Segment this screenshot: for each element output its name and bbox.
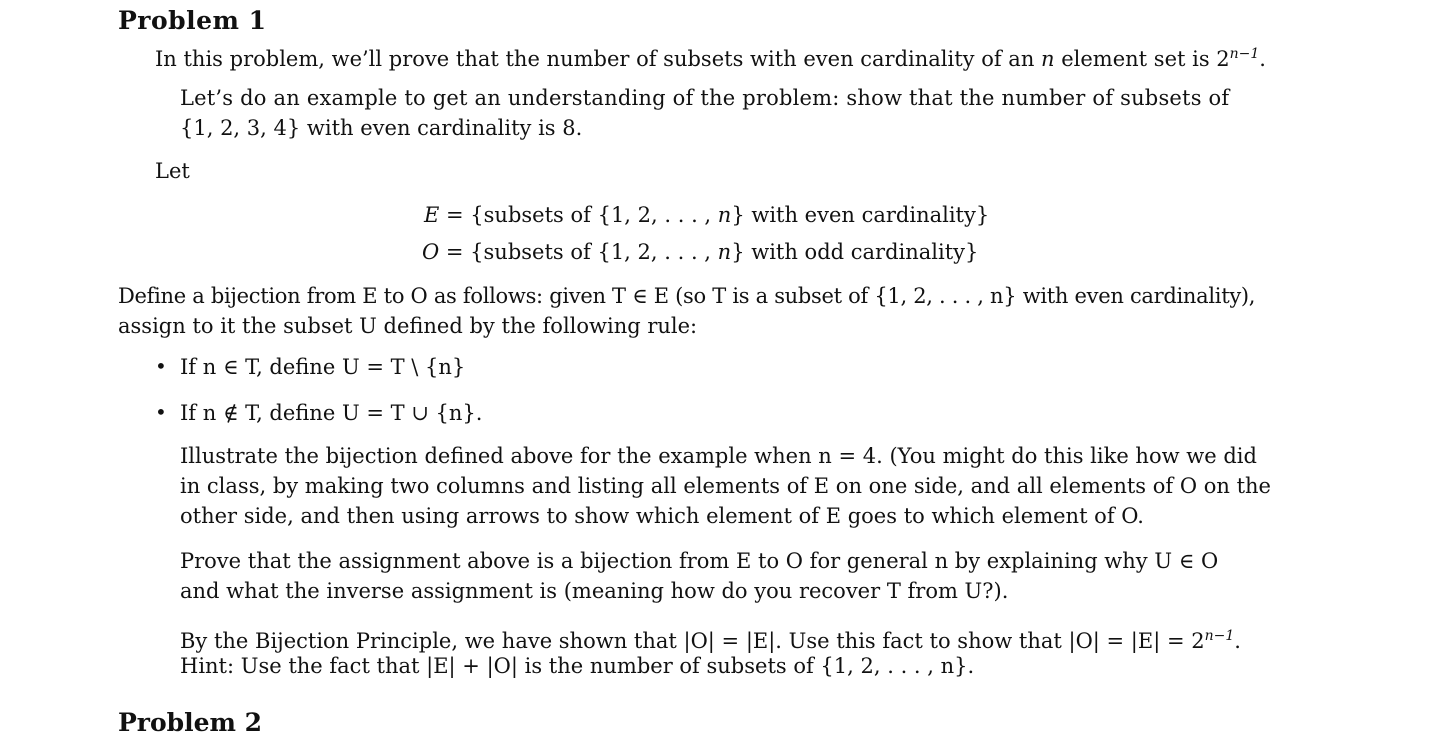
illustrate-line-3: other side, and then using arrows to show which element of E goes to which element of O.	[180, 504, 1144, 528]
example-line-1: Let’s do an example to get an understanding of the problem: show that the number of subsets of	[180, 86, 1230, 110]
example-line-2: {1, 2, 3, 4} with even cardinality is 8.	[180, 116, 583, 140]
intro-exponent: n−1	[1229, 46, 1260, 62]
def-O-rest: } with odd cardinality}	[731, 240, 979, 264]
prove-line-1: Prove that the assignment above is a bijection from E to O for general n by explaining why U ∈ O	[180, 549, 1219, 573]
definition-E	[424, 200, 989, 230]
bullet-dot-2: •	[155, 400, 167, 424]
principle-text: By the Bijection Principle, we have shown that |O| = |E|. Use this fact to show that |O| = |E| = 2	[180, 629, 1205, 653]
next-problem-title-cut: Problem 2	[118, 708, 263, 737]
def-O-var: n	[717, 240, 732, 264]
bijection-line-2: assign to it the subset U defined by the following rule:	[118, 314, 698, 338]
bullet-item-2: If n ∉ T, define U = T ∪ {n}.	[180, 401, 483, 425]
intro-text-after: element set is 2	[1054, 47, 1230, 71]
illustrate-line-1: Illustrate the bijection defined above for the example when n = 4. (You might do this like how we did	[180, 444, 1257, 468]
principle-end: .	[1234, 629, 1241, 653]
principle-line-2: Hint: Use the fact that |E| + |O| is the number of subsets of {1, 2, . . . , n}.	[180, 654, 975, 678]
intro-text-before: In this problem, we’ll prove that the number of subsets with even cardinality of an	[155, 47, 1042, 71]
principle-exponent: n−1	[1204, 628, 1235, 644]
intro-var: n	[1041, 47, 1055, 71]
illustrate-line-2: in class, by making two columns and listing all elements of E on one side, and all elements of O on the	[180, 474, 1271, 498]
def-E-var: n	[717, 203, 732, 227]
def-E-rest: } with even cardinality}	[731, 203, 990, 227]
prove-line-2: and what the inverse assignment is (meaning how do you recover T from U?).	[180, 579, 1009, 603]
let-label: Let	[155, 159, 190, 183]
bullet-dot-1: •	[155, 354, 167, 378]
problem-title: Problem 1	[118, 6, 267, 35]
def-O-eq: = {subsets of {1, 2, . . . ,	[439, 240, 718, 264]
definition-O	[422, 237, 978, 267]
intro-end: .	[1259, 47, 1266, 71]
intro-paragraph	[155, 39, 1266, 74]
def-O-lhs: O	[422, 240, 440, 264]
def-E-eq: = {subsets of {1, 2, . . . ,	[439, 203, 718, 227]
bijection-line-1: Define a bijection from E to O as follows: given T ∈ E (so T is a subset of {1, 2, . . . , n} with even cardinality),	[118, 284, 1256, 308]
bullet-item-1: If n ∈ T, define U = T \ {n}	[180, 355, 466, 379]
def-E-lhs: E	[424, 203, 440, 227]
